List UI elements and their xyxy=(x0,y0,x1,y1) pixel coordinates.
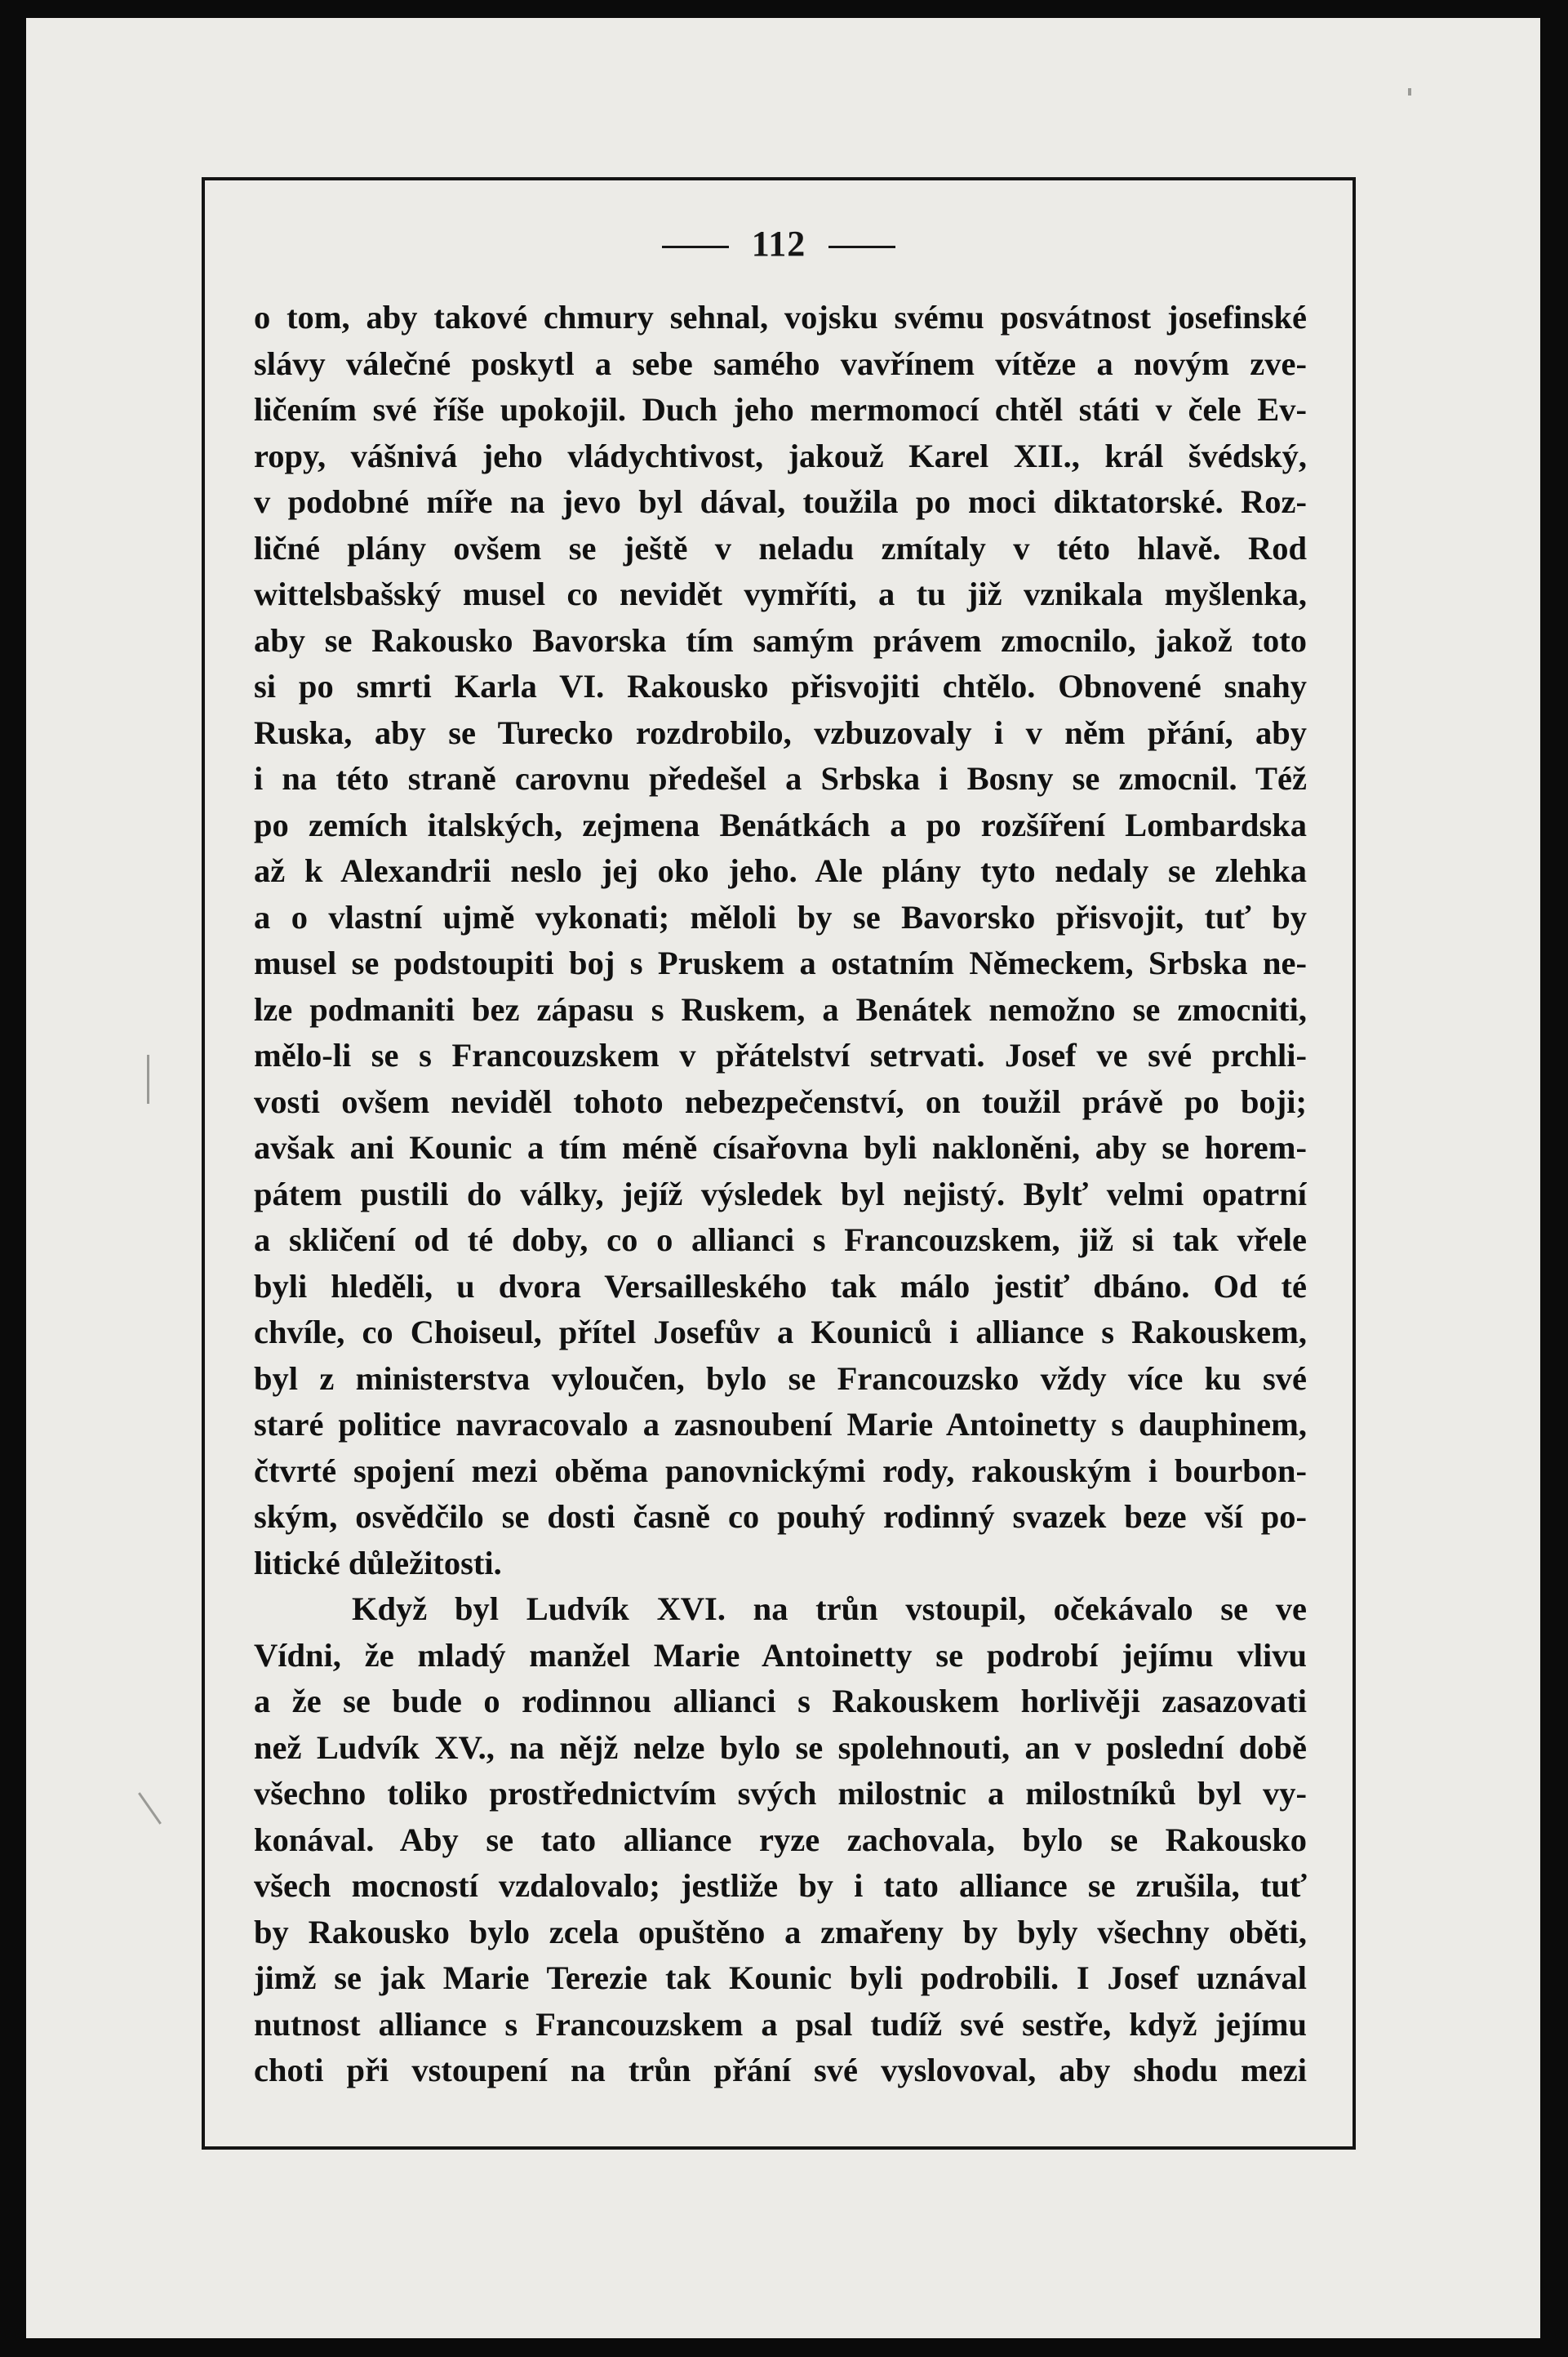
text-line: všechno toliko prostřednictvím svých milostnic a milostníků byl vy- xyxy=(254,1775,1307,1812)
text-line: litické důležitosti. xyxy=(254,1544,502,1581)
text-line: všech mocností vzdalovalo; jestliže by i tato alliance se zrušila, tuť xyxy=(254,1867,1307,1904)
text-line: byli hleděli, u dvora Versailleského tak málo jestiť dbáno. Od té xyxy=(254,1267,1307,1305)
page-number-dash-left xyxy=(662,246,729,248)
text-line: Ruska, aby se Turecko rozdrobilo, vzbuzovaly i v něm přání, aby xyxy=(254,714,1307,751)
text-line: ličením své říše upokojil. Duch jeho mermomocí chtěl státi v čele Ev- xyxy=(254,391,1307,428)
text-line: mělo-li se s Francouzskem v přátelství setrvati. Josef ve své prchli- xyxy=(254,1037,1307,1074)
text-line: a skličení od té doby, co o allianci s Francouzskem, již si tak vřele xyxy=(254,1221,1307,1258)
text-line: avšak ani Kounic a tím méně císařovna byli nakloněni, aby se horem- xyxy=(254,1129,1307,1166)
text-line: staré politice navracovalo a zasnoubení Marie Antoinetty s dauphinem, xyxy=(254,1406,1307,1443)
text-line: Vídni, že mladý manžel Marie Antoinetty se podrobí jejímu vlivu xyxy=(254,1636,1307,1674)
book-page xyxy=(26,18,1540,2338)
body-text xyxy=(254,295,1307,2094)
text-line: choti při vstoupení na trůn přání své vyslovoval, aby shodu mezi xyxy=(254,2052,1307,2088)
text-line: a že se bude o rodinnou allianci s Rakouskem horlivěji zasazovati xyxy=(254,1683,1307,1719)
page-number-dash-right xyxy=(828,246,895,248)
page-number-value: 112 xyxy=(751,224,806,264)
text-line: aby se Rakousko Bavorska tím samým právem zmocnilo, jakož toto xyxy=(254,621,1307,659)
paper-speck xyxy=(1408,88,1411,96)
text-line: než Ludvík XV., na nějž nelze bylo se spolehnouti, an v poslední době xyxy=(254,1728,1307,1766)
text-line: a o vlastní ujmě vykonati; měloli by se Bavorsko přisvojit, tuť by xyxy=(254,898,1307,936)
text-line: vosti ovšem neviděl tohoto nebezpečenství, on toužil právě po boji; xyxy=(254,1083,1307,1120)
text-line: by Rakousko bylo zcela opuštěno a zmařeny by byly všechny oběti, xyxy=(254,1913,1307,1950)
text-line: v podobné míře na jevo byl dával, toužila po moci diktatorské. Roz- xyxy=(254,483,1307,520)
text-line: čtvrté spojení mezi oběma panovnickými rody, rakouským i bourbon- xyxy=(254,1452,1307,1489)
text-line: ským, osvědčilo se dosti časně co pouhý rodinný svazek beze vší po- xyxy=(254,1498,1307,1535)
text-line: Když byl Ludvík XVI. na trůn vstoupil, očekávalo se ve xyxy=(352,1590,1307,1627)
text-line: konával. Aby se tato alliance ryze zachovala, bylo se Rakousko xyxy=(254,1821,1307,1858)
text-line: až k Alexandrii neslo jej oko jeho. Ale plány tyto nedaly se zlehka xyxy=(254,852,1307,889)
text-line: nutnost alliance s Francouzskem a psal tudíž své sestře, když jejímu xyxy=(254,2005,1307,2043)
text-line: jimž se jak Marie Terezie tak Kounic byli podrobili. I Josef uznával xyxy=(254,1959,1307,1996)
text-line: musel se podstoupiti boj s Pruskem a ostatním Německem, Srbska ne- xyxy=(254,945,1307,981)
text-line: ropy, vášnivá jeho vládychtivost, jakouž Karel XII., král švédský, xyxy=(254,437,1307,474)
text-line: ličné plány ovšem se ještě v neladu zmítaly v této hlavě. Rod xyxy=(254,529,1307,567)
text-line: slávy válečné poskytl a sebe samého vavřínem vítěze a novým zve- xyxy=(254,345,1307,382)
page-number xyxy=(205,223,1353,265)
text-line: po zemích italských, zejmena Benátkách a po rozšíření Lombardska xyxy=(254,806,1307,843)
paper-speck xyxy=(138,1792,162,1824)
text-line: byl z ministerstva vyloučen, bylo se Francouzsko vždy více ku své xyxy=(254,1359,1307,1397)
text-line: o tom, aby takové chmury sehnal, vojsku svému posvátnost josefinské xyxy=(254,299,1307,336)
text-line: i na této straně carovnu předešel a Srbska i Bosny se zmocnil. Též xyxy=(254,760,1307,797)
text-line: pátem pustili do války, jejíž výsledek byl nejistý. Bylť velmi opatrní xyxy=(254,1175,1307,1212)
text-line: si po smrti Karla VI. Rakousko přisvojiti chtělo. Obnovené snahy xyxy=(254,668,1307,705)
paper-speck xyxy=(147,1055,149,1104)
text-line: lze podmaniti bez zápasu s Ruskem, a Benátek nemožno se zmocniti, xyxy=(254,990,1307,1028)
text-line: wittelsbašský musel co nevidět vymříti, a tu již vznikala myšlenka, xyxy=(254,576,1307,612)
text-line: chvíle, co Choiseul, přítel Josefův a Kouniců i alliance s Rakouskem, xyxy=(254,1314,1307,1350)
text-frame xyxy=(202,177,1356,2150)
